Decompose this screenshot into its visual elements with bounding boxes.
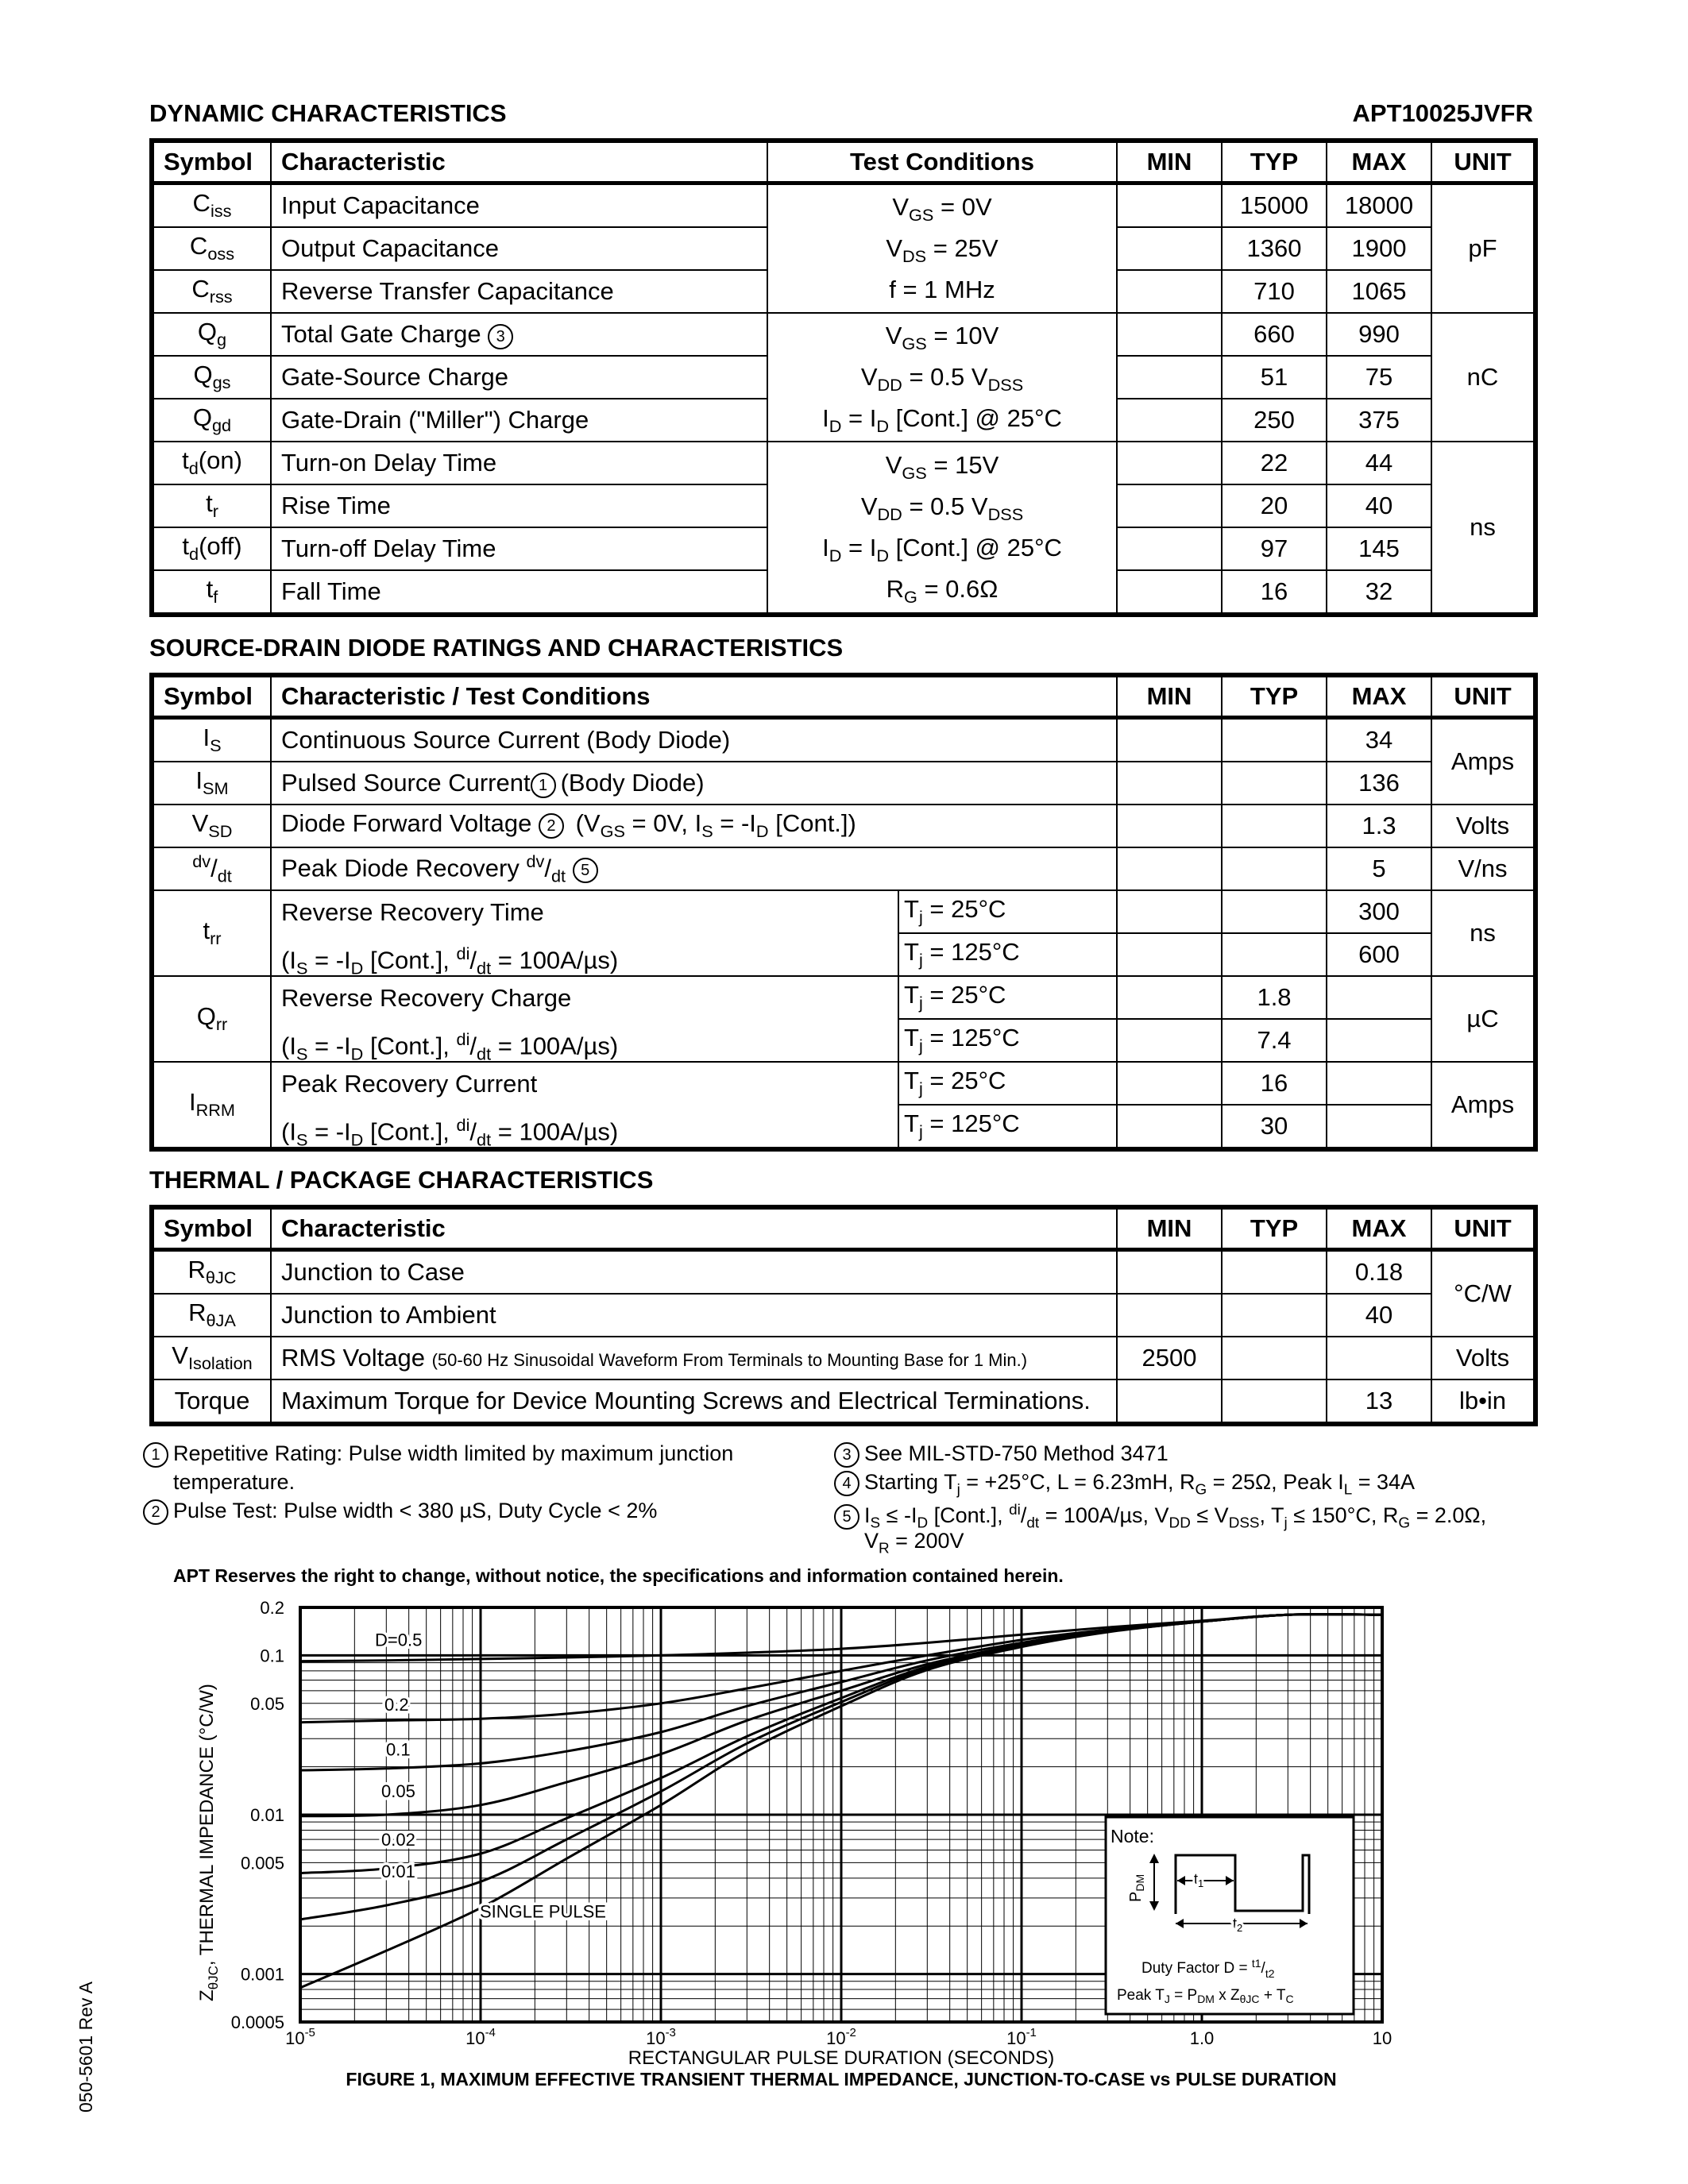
y-axis-label: $Z_{\theta JC}$, THERMAL IMPEDANCE (°C/W) [196,1684,221,2001]
max-cell: 0.18 [1327,1250,1431,1295]
header-min: MIN [1117,675,1222,718]
symbol-cell: $t_{rr}$ [152,890,271,976]
unit-cell: nC [1431,313,1535,442]
x-axis-label: RECTANGULAR PULSE DURATION (SECONDS) [628,2047,1055,2069]
characteristic-cell: Rise Time [271,484,767,527]
document-code: 050-5601 Rev A [75,1981,96,2113]
typ-cell: 250 [1222,399,1327,442]
characteristic-cell: RMS Voltage (50-60 Hz Sinusoidal Waveform From Terminals to Mounting Base for 1 Min.) [271,1337,1117,1379]
unit-cell: Amps [1431,1062,1535,1149]
characteristic-cell: Reverse Recovery Charge ($I_S = -I_D$ [Cont.], $^{di}/_{dt} = 100A/\mu s$) [271,976,898,1062]
part-number: APT10025JVFR [1352,99,1533,127]
footnote-4-icon: 4 [834,1471,859,1496]
tj-cell: $T_j = 25^\circ C$ [898,976,1117,1019]
header-min: MIN [1117,141,1222,183]
series-label: SINGLE PULSE [480,1901,606,1922]
max-cell: 1.3 [1327,805,1431,847]
unit-cell: Volts [1431,805,1535,847]
typ-cell: 710 [1222,270,1327,313]
typ-cell: 660 [1222,313,1327,356]
characteristic-cell: Junction to Ambient [271,1294,1117,1337]
symbol-cell: $Q_{rr}$ [152,976,271,1062]
header-max: MAX [1327,675,1431,718]
note-4: 4 Starting $T_j = +25^\circ C$, L = 6.23mH, $R_G = 25\Omega$, Peak $I_L = 34A$ [834,1468,1415,1504]
max-cell: 34 [1327,718,1431,762]
tj-cell: $T_j = 125^\circ C$ [898,933,1117,976]
x-tick-label: $10^{-4}$ [465,2026,496,2048]
characteristic-cell: Fall Time [271,570,767,615]
footnote-2-icon: 2 [143,1499,168,1525]
conditions-gate-charge: $V_{GS} = 10V$ $V_{DD} = 0.5$ $V_{DSS}$ $I_D = I_D$ [Cont.] @ 25°C [767,313,1117,442]
note-2: 2 Pulse Test: Pulse width < 380 µS, Duty Cycle < 2% [143,1496,657,1525]
typ-cell: 7.4 [1222,1019,1327,1062]
unit-cell: Volts [1431,1337,1535,1379]
symbol-cell: $Q_g$ [152,313,271,356]
max-cell: 40 [1327,484,1431,527]
typ-cell: 51 [1222,356,1327,399]
x-tick-label: $10^{-2}$ [826,2026,856,2048]
series-label: 0.02 [381,1829,415,1850]
unit-cell: µC [1431,976,1535,1062]
typ-cell: 1.8 [1222,976,1327,1019]
max-cell: 1065 [1327,270,1431,313]
x-tick-label: 10 [1372,2028,1393,2048]
y-tick-label: 0.1 [260,1646,284,1666]
max-cell: 5 [1327,847,1431,890]
typ-cell: 20 [1222,484,1327,527]
max-cell: 600 [1327,933,1431,976]
characteristic-cell: Total Gate Charge 3 [271,313,767,356]
characteristic-cell: Peak Recovery Current ($I_S = -I_D$ [Cont.], $^{di}/_{dt} = 100A/\mu s$) [271,1062,898,1149]
series-label: 0.1 [386,1739,411,1760]
note-5: 5 $I_S \le -I_D$ [Cont.], $^{di}/_{dt} = 100A/\mu s$, $V_{DD} \le V_{DSS}$, $T_j \le 150^\circ C$, $R_G = 2.0\Omega$, [834,1496,1486,1538]
header-characteristic: Characteristic / Test Conditions [271,675,1117,718]
symbol-cell: $Q_{gs}$ [152,356,271,399]
symbol-cell: $V_{SD}$ [152,805,271,847]
note-box [1106,1817,1354,2014]
characteristic-cell: Continuous Source Current (Body Diode) [271,718,1117,762]
note-5-cont: $V_R = 200V$ [864,1529,964,1557]
characteristic-cell: Peak Diode Recovery $^{dv}/_{dt}$ 5 [271,847,1117,890]
symbol-cell: $^{dv}/_{dt}$ [152,847,271,890]
series-label: 0.05 [381,1781,415,1801]
symbol-cell: $t_r$ [152,484,271,527]
characteristic-cell: Junction to Case [271,1250,1117,1295]
note-1-cont: temperature. [173,1470,295,1494]
typ-cell: 22 [1222,442,1327,484]
header-max: MAX [1327,1207,1431,1250]
symbol-cell: $C_{oss}$ [152,227,271,270]
max-cell: 145 [1327,527,1431,570]
max-cell: 18000 [1327,183,1431,228]
max-cell: 300 [1327,890,1431,933]
unit-cell: lb•in [1431,1379,1535,1424]
tj-cell: $T_j = 25^\circ C$ [898,890,1117,933]
series-label: 0.2 [384,1695,409,1715]
characteristic-cell: Reverse Recovery Time ($I_S = -I_D$ [Cont.], $^{di}/_{dt} = 100A/\mu s$) [271,890,898,976]
header-typ: TYP [1222,675,1327,718]
dynamic-title: DYNAMIC CHARACTERISTICS [149,99,507,127]
unit-cell: ns [1431,442,1535,615]
characteristic-cell: Gate-Source Charge [271,356,767,399]
header-unit: UNIT [1431,141,1535,183]
characteristic-cell: Input Capacitance [271,183,767,228]
note-box-frame [1106,1817,1354,2014]
y-tick-label: 0.01 [250,1805,284,1825]
symbol-cell: $C_{rss}$ [152,270,271,313]
symbol-cell: $R_{\theta JA}$ [152,1294,271,1337]
t2-label: $t_2$ [1233,1916,1243,1934]
typ-cell: 16 [1222,1062,1327,1105]
max-cell: 40 [1327,1294,1431,1337]
max-cell: 32 [1327,570,1431,615]
characteristic-cell: Turn-off Delay Time [271,527,767,570]
note-3: 3 See MIL-STD-750 Method 3471 [834,1439,1168,1468]
tj-cell: $T_j = 125^\circ C$ [898,1105,1117,1149]
x-tick-label: $10^{-5}$ [285,2026,315,2048]
header-typ: TYP [1222,1207,1327,1250]
header-conditions: Test Conditions [767,141,1117,183]
conditions-switching: $V_{GS} = 15V$ $V_{DD} = 0.5$ $V_{DSS}$ $I_D = I_D$ [Cont.] @ 25°C $R_G = 0.6\Omega$ [767,442,1117,615]
symbol-cell: $I_{RRM}$ [152,1062,271,1149]
typ-cell: 97 [1222,527,1327,570]
typ-cell: 16 [1222,570,1327,615]
characteristic-cell: Diode Forward Voltage 2 ($V_{GS} = 0V$, $I_S = -I_D$ [Cont.]) [271,805,1117,847]
header-typ: TYP [1222,141,1327,183]
typ-cell: 1360 [1222,227,1327,270]
header-unit: UNIT [1431,675,1535,718]
max-cell: 44 [1327,442,1431,484]
series-label: 0.01 [381,1862,415,1882]
typ-cell: 15000 [1222,183,1327,228]
y-tick-label: 0.05 [250,1693,284,1714]
max-cell: 990 [1327,313,1431,356]
note-1: 1 Repetitive Rating: Pulse width limited by maximum junction [143,1439,733,1468]
max-cell: 75 [1327,356,1431,399]
x-tick-label: $10^{-3}$ [646,2026,676,2048]
y-tick-label: 0.001 [240,1964,284,1985]
footnote-1-icon: 1 [531,773,556,798]
characteristic-cell: Pulsed Source Current 1 (Body Diode) [271,762,1117,805]
symbol-cell: $R_{\theta JC}$ [152,1250,271,1295]
footnote-1-icon: 1 [143,1442,168,1468]
unit-cell: ns [1431,890,1535,976]
header-max: MAX [1327,141,1431,183]
symbol-cell: $t_d(off)$ [152,527,271,570]
peak-tj-text: Peak $T_J = P_{DM}$ x $Z_{\theta JC} + T_C$ [1117,1987,1294,2005]
symbol-cell: $Q_{gd}$ [152,399,271,442]
note-title: Note: [1111,1826,1154,1846]
symbol-cell: $t_d(on)$ [152,442,271,484]
symbol-cell: $I_{SM}$ [152,762,271,805]
header-unit: UNIT [1431,1207,1535,1250]
footnote-3-icon: 3 [488,324,513,349]
min-cell: 2500 [1117,1337,1222,1379]
y-tick-label: 0.005 [240,1853,284,1873]
series-label: D=0.5 [375,1630,423,1650]
diode-title: SOURCE-DRAIN DIODE RATINGS AND CHARACTERISTICS [149,634,844,662]
y-tick-label: 0.2 [260,1598,284,1618]
header-min: MIN [1117,1207,1222,1250]
symbol-cell: $C_{iss}$ [152,183,271,228]
max-cell: 13 [1327,1379,1431,1424]
pdm-label: $P_{DM}$ [1127,1873,1146,1902]
thermal-title: THERMAL / PACKAGE CHARACTERISTICS [149,1166,654,1194]
unit-cell: °C/W [1431,1250,1535,1337]
max-cell: 136 [1327,762,1431,805]
unit-cell: V/ns [1431,847,1535,890]
characteristic-cell: Maximum Torque for Device Mounting Screws and Electrical Terminations. [271,1379,1117,1424]
unit-cell: pF [1431,183,1535,314]
y-tick-label: 0.0005 [230,2012,284,2032]
conditions-capacitance: $V_{GS} = 0V$ $V_{DS} = 25V$ f = 1 MHz [767,183,1117,314]
symbol-cell: $t_f$ [152,570,271,615]
chart-title: FIGURE 1, MAXIMUM EFFECTIVE TRANSIENT THERMAL IMPEDANCE, JUNCTION-TO-CASE vs PULSE DURATION [346,2069,1337,2089]
symbol-cell: $I_S$ [152,718,271,762]
header-characteristic: Characteristic [271,1207,1117,1250]
tj-cell: $T_j = 25^\circ C$ [898,1062,1117,1105]
characteristic-cell: Turn-on Delay Time [271,442,767,484]
x-tick-label: 1.0 [1189,2028,1215,2048]
characteristic-cell: Reverse Transfer Capacitance [271,270,767,313]
max-cell: 1900 [1327,227,1431,270]
t1-label: $t_1$ [1194,1871,1204,1889]
max-cell: 375 [1327,399,1431,442]
tj-cell: $T_j = 125^\circ C$ [898,1019,1117,1062]
typ-cell: 30 [1222,1105,1327,1149]
symbol-cell: Torque [152,1379,271,1424]
header-symbol: Symbol [152,1207,271,1250]
x-tick-label: $10^{-1}$ [1006,2026,1037,2048]
footnote-3-icon: 3 [834,1442,859,1468]
footnote-5-icon: 5 [573,858,598,883]
characteristic-cell: Gate-Drain ("Miller") Charge [271,399,767,442]
symbol-cell: $V_{Isolation}$ [152,1337,271,1379]
footnote-2-icon: 2 [539,813,564,839]
characteristic-cell: Output Capacitance [271,227,767,270]
reserve-notice: APT Reserves the right to change, without notice, the specifications and information contained herein. [173,1565,1064,1586]
footnote-5-icon: 5 [834,1504,859,1530]
header-symbol: Symbol [152,141,271,183]
header-characteristic: Characteristic [271,141,767,183]
duty-factor-text: Duty Factor $D = ^{t1}/_{t2}$ [1141,1957,1275,1980]
header-symbol: Symbol [152,675,271,718]
unit-cell: Amps [1431,718,1535,805]
